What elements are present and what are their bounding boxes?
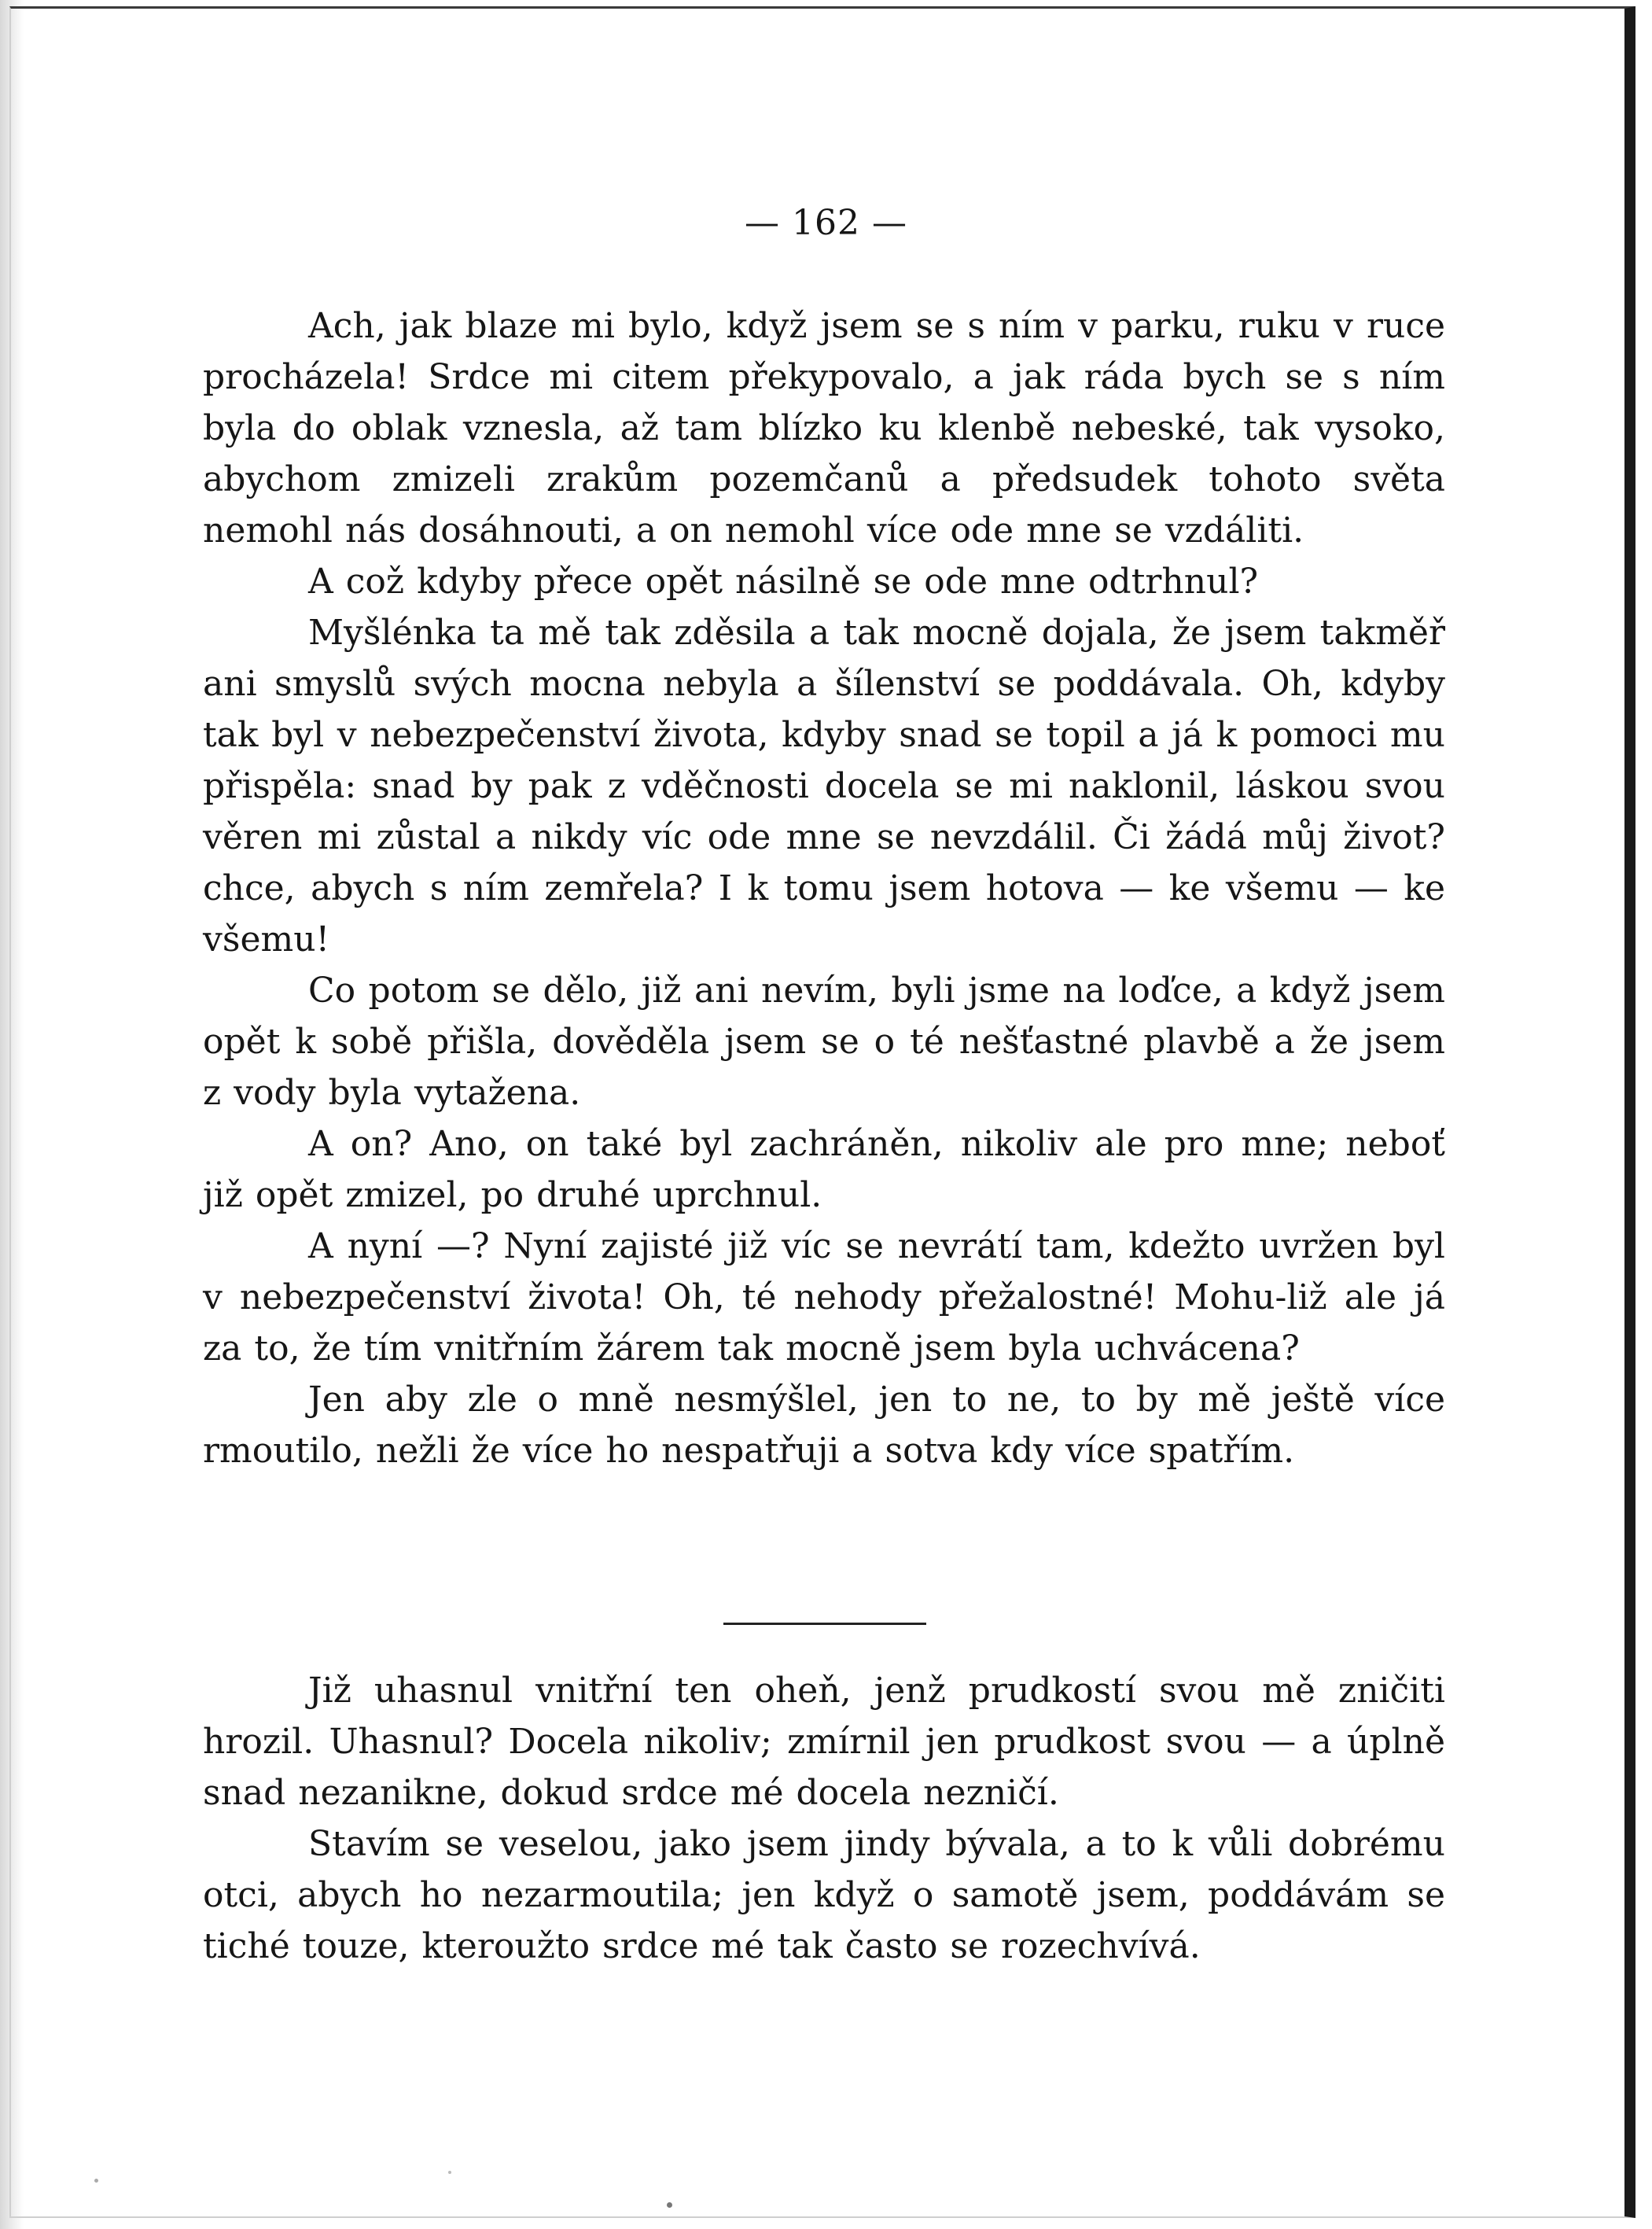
paper-speck <box>448 2171 451 2174</box>
section-divider <box>723 1623 926 1625</box>
paragraph: Již uhasnul vnitřní ten oheň, jenž prudkostí svou mě zničiti hrozil. Uhasnul? Docela nikoliv; zmírnil jen prudkost svou — a úplně snad nezanikne, dokud srdce mé docela nezničí. <box>203 1671 1445 1813</box>
paper-speck <box>94 2179 98 2183</box>
paper-speck <box>667 2202 672 2208</box>
paragraph: Jen aby zle o mně nesmýšlel, jen to ne, to by mě ještě více rmoutilo, nežli že více ho nespatřuji a sotva kdy více spatřím. <box>203 1380 1445 1471</box>
paragraph: A což kdyby přece opět násilně se ode mne odtrhnul? <box>308 562 1259 602</box>
paragraph: Ach, jak blaze mi bylo, když jsem se s ním v parku, ruku v ruce procházela! Srdce mi citem překypovalo, a jak ráda bych se s ním byla do oblak vznesla, až tam blízko ku klenbě nebeské, tak vysoko, abychom zmizeli zrakům pozemčanů a předsudek tohoto světa nemohl nás dosáhnouti, a on nemohl více ode mne se vzdáliti. <box>203 306 1445 551</box>
paragraph: Myšlénka ta mě tak zděsila a tak mocně dojala, že jsem takměř ani smyslů svých mocna nebyla a šílenství se poddávala. Oh, kdyby tak byl v nebezpečenství života, kdyby snad se topil a já k pomoci mu přispěla: snad by pak z vděčnosti docela se mi naklonil, láskou svou věren mi zůstal a nikdy víc ode mne se nevzdálil. Či žádá můj život? chce, abych s ním zemřela? I k tomu jsem hotova — ke všemu — ke všemu! <box>203 613 1445 960</box>
page-number: — 162 — <box>745 203 907 243</box>
text-section-1 <box>203 300 1445 1476</box>
paragraph: A on? Ano, on také byl zachráněn, nikoliv ale pro mne; neboť již opět zmizel, po druhé uprchnul. <box>203 1124 1445 1215</box>
text-section-2 <box>203 1665 1445 1972</box>
paragraph: Stavím se veselou, jako jsem jindy bývala, a to k vůli dobrému otci, abych ho nezarmoutila; jen když o samotě jsem, poddávám se tiché touze, kteroužto srdce mé tak často se rozechvívá. <box>203 1824 1445 1966</box>
paragraph: A nyní —? Nyní zajisté již víc se nevrátí tam, kdežto uvržen byl v nebezpečenství života! Oh, té nehody přežalostné! Mohu-liž ale já za to, že tím vnitřním žárem tak mocně jsem byla uchvácena? <box>203 1226 1445 1369</box>
paragraph: Co potom se dělo, již ani nevím, byli jsme na loďce, a když jsem opět k sobě přišla, dověděla jsem se o té nešťastné plavbě a že jsem z vody byla vytažena. <box>203 971 1445 1113</box>
